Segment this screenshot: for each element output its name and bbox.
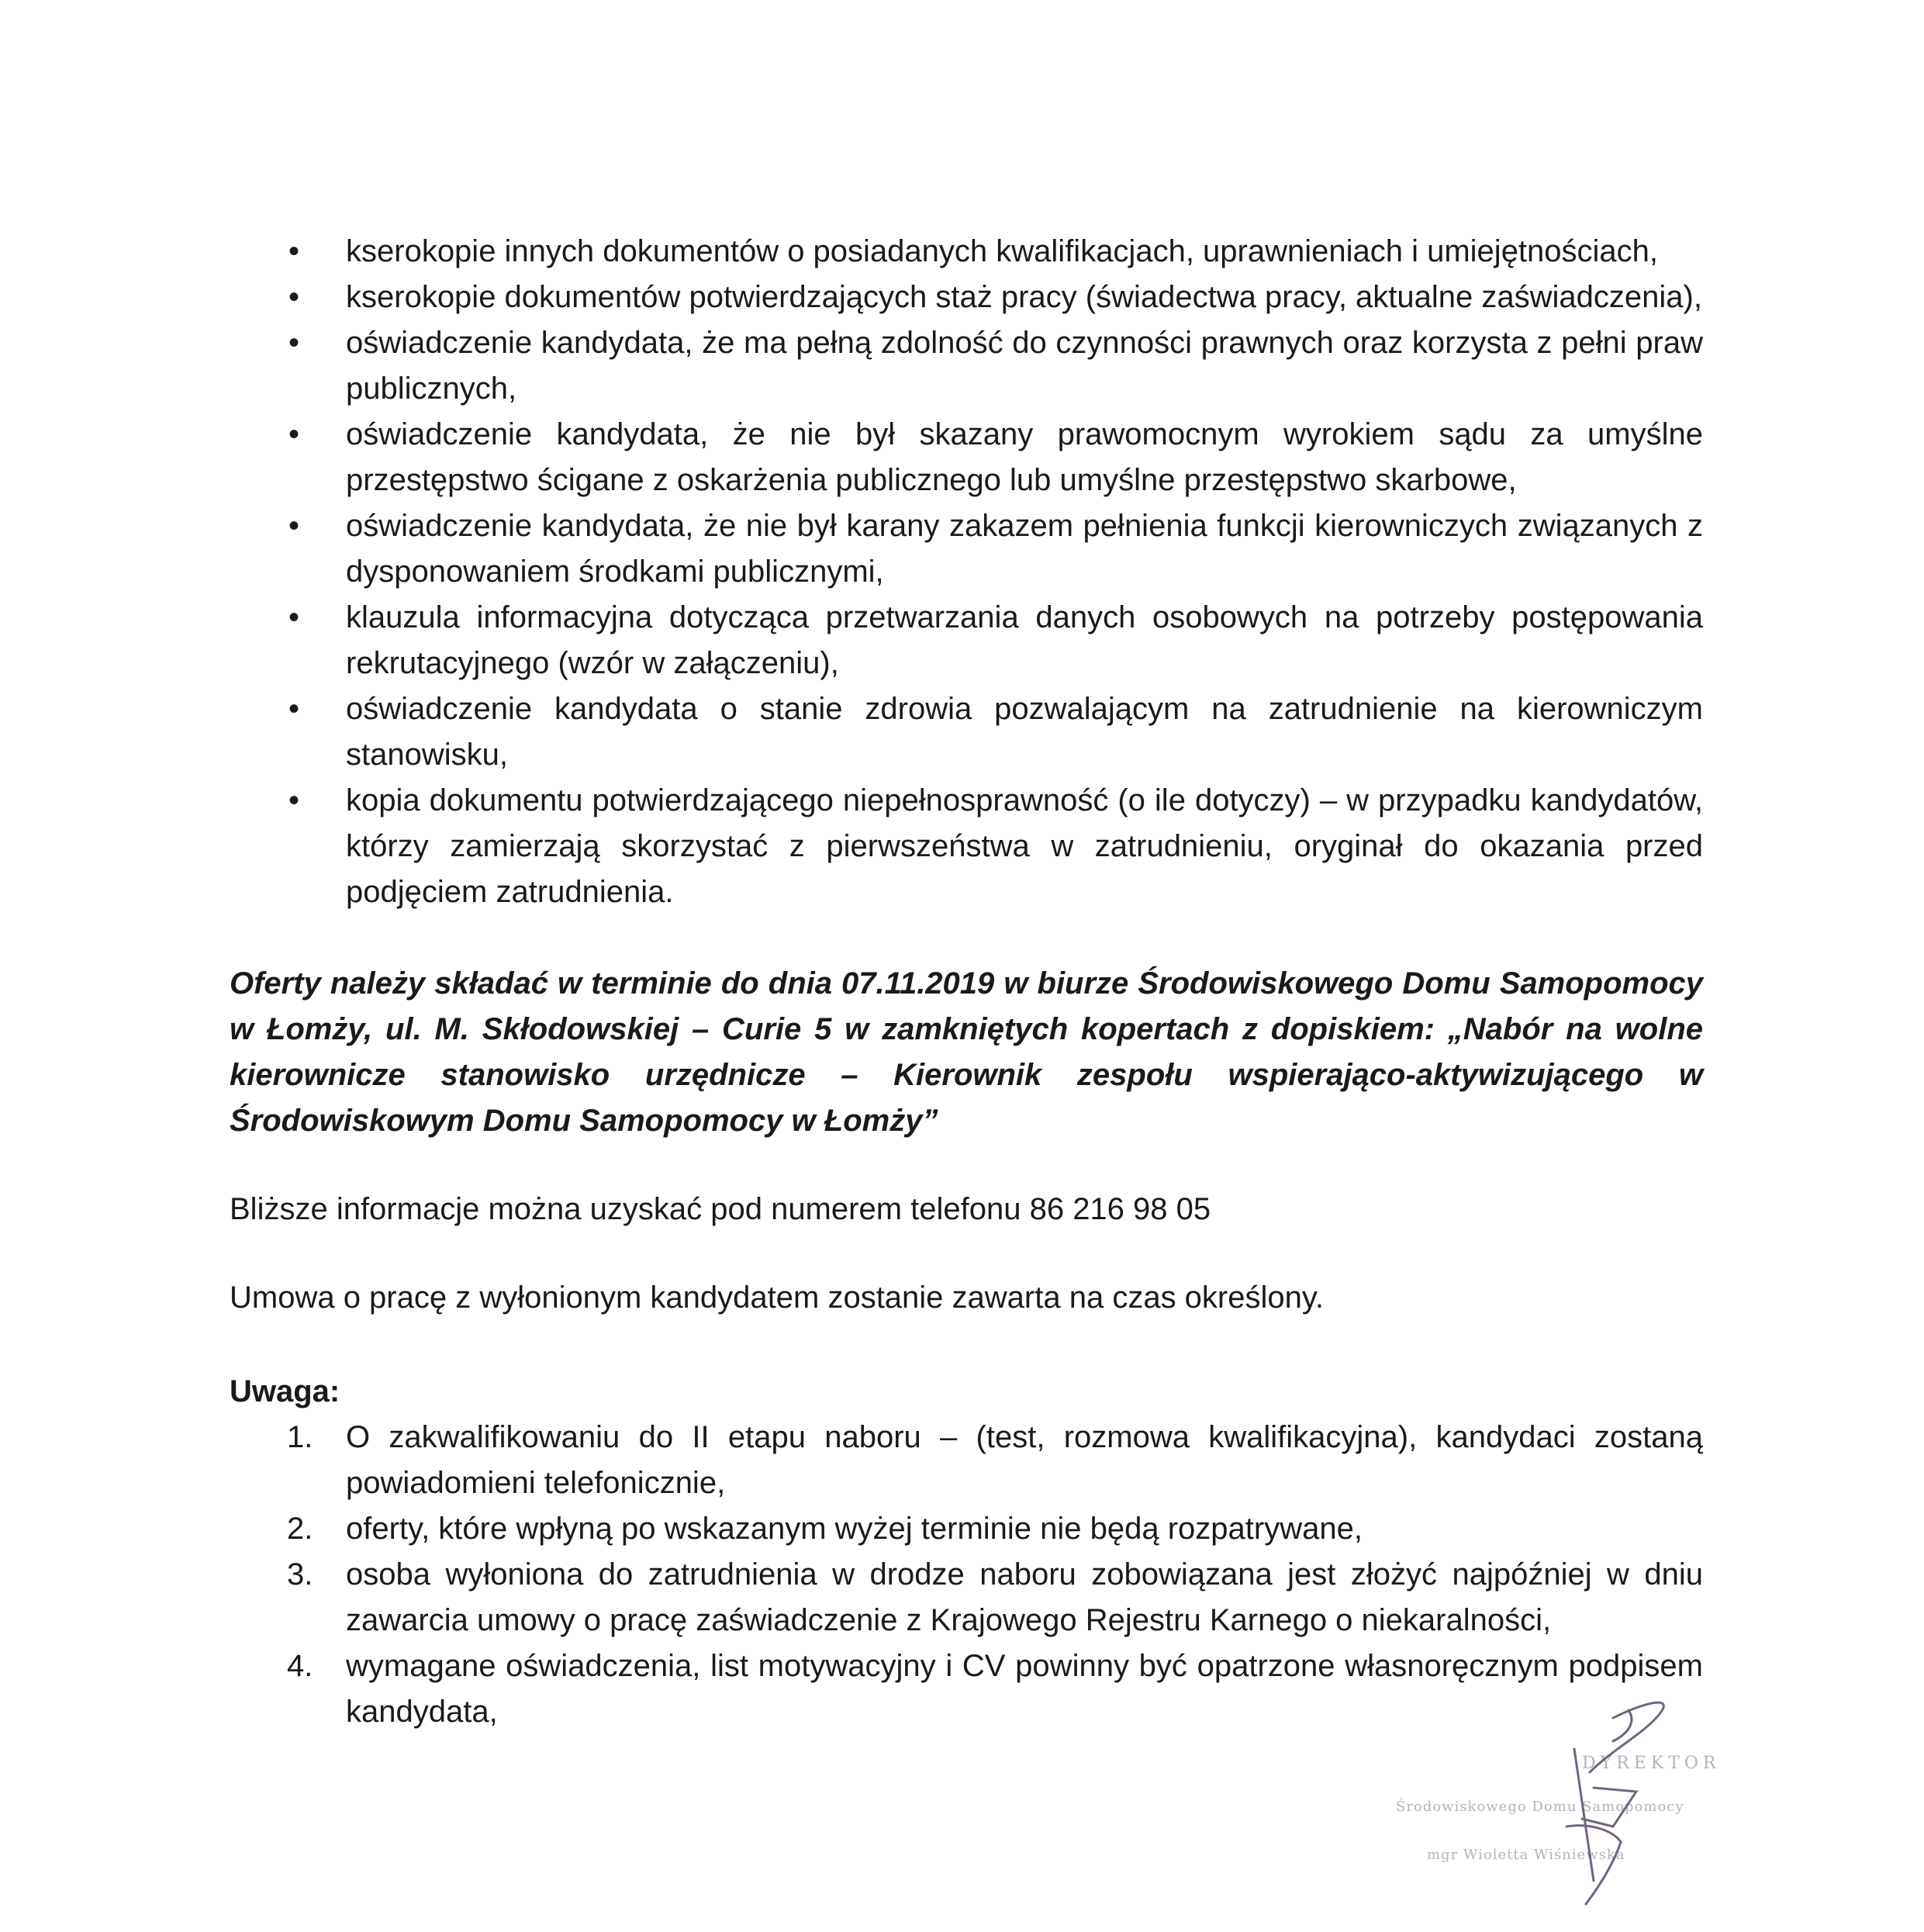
bullet-icon: • [288, 692, 300, 726]
list-item: • kserokopie innych dokumentów o posiadanych kwalifikacjach, uprawnieniach i umiejętnościach, [230, 229, 1703, 275]
list-item: 1. O zakwalifikowaniu do II etapu naboru – (test, rozmowa kwalifikacyjna), kandydaci zostaną powiadomieni telefonicznie, [230, 1415, 1703, 1506]
bullet-icon: • [288, 600, 300, 634]
list-item: 2. oferty, które wpłyną po wskazanym wyżej terminie nie będą rozpatrywane, [230, 1506, 1703, 1552]
phone-info-paragraph: Bliższe informacje można uzyskać pod numerem telefonu 86 216 98 05 [230, 1192, 1211, 1226]
document-page [230, 229, 1703, 1735]
list-item: • kopia dokumentu potwierdzającego niepełnosprawność (o ile dotyczy) – w przypadku kandydatów, którzy zamierzają skorzystać z pierwszeństwa w zatrudnieniu, oryginał do okazania przed podjęciem zatrudnienia. [230, 778, 1703, 915]
list-item: • oświadczenie kandydata o stanie zdrowia pozwalającym na zatrudnienie na kierowniczym stanowisku, [230, 686, 1703, 778]
list-item: • kserokopie dokumentów potwierdzających staż pracy (świadectwa pracy, aktualne zaświadczenia), [230, 275, 1703, 320]
bullet-icon: • [288, 234, 300, 268]
uwaga-heading: Uwaga: [230, 1374, 340, 1408]
bullet-icon: • [288, 417, 300, 451]
stamp-name: mgr Wioletta Wiśniewska [1427, 1847, 1625, 1863]
list-item: 3. osoba wyłoniona do zatrudnienia w drodze naboru zobowiązana jest złożyć najpóźniej w dniu zawarcia umowy o pracę zaświadczenie z Krajowego Rejestru Karnego o niekaralności, [230, 1552, 1703, 1643]
bullet-icon: • [288, 326, 300, 360]
list-item: • oświadczenie kandydata, że nie był skazany prawomocnym wyrokiem sądu za umyślne przestępstwo ścigane z oskarżenia publicznego lub umyślne przestępstwo skarbowe, [230, 412, 1703, 503]
stamp-title: DYREKTOR [1582, 1754, 1721, 1773]
stamp-institution: Środowiskowego Domu Samopomocy [1396, 1799, 1684, 1815]
list-item: 4. wymagane oświadczenia, list motywacyjny i CV powinny być opatrzone własnoręcznym podpisem kandydata, [230, 1643, 1703, 1735]
item-number: 2. [287, 1512, 313, 1546]
requirements-list [230, 229, 1703, 915]
bullet-icon: • [288, 783, 300, 817]
stamp-text [1396, 1754, 1721, 1863]
contract-info-paragraph: Umowa o pracę z wyłonionym kandydatem zostanie zawarta na czas określony. [230, 1281, 1325, 1315]
item-number: 1. [287, 1420, 313, 1454]
item-number: 3. [287, 1557, 313, 1592]
bullet-icon: • [288, 280, 300, 314]
list-item: • oświadczenie kandydata, że ma pełną zdolność do czynności prawnych oraz korzysta z pełni praw publicznych, [230, 320, 1703, 412]
offer-deadline-paragraph: Oferty należy składać w terminie do dnia 07.11.2019 w biurze Środowiskowego Domu Samopomocy w Łomży, ul. M. Skłodowskiej – Curie 5 w zamkniętych kopertach z dopiskiem: „Nabór na wolne kierownicze stanowisko urzędnicze – Kierownik zespołu wspierająco-aktywizującego w Środowiskowym Domu Samopomocy w Łomży” [230, 966, 1703, 1138]
director-stamp-signature [1380, 1687, 1753, 1920]
bullet-icon: • [288, 509, 300, 543]
list-item: • klauzula informacyjna dotycząca przetwarzania danych osobowych na potrzeby postępowania rekrutacyjnego (wzór w załączeniu), [230, 595, 1703, 686]
item-number: 4. [287, 1649, 313, 1683]
list-item: • oświadczenie kandydata, że nie był karany zakazem pełnienia funkcji kierowniczych związanych z dysponowaniem środkami publicznymi, [230, 503, 1703, 595]
